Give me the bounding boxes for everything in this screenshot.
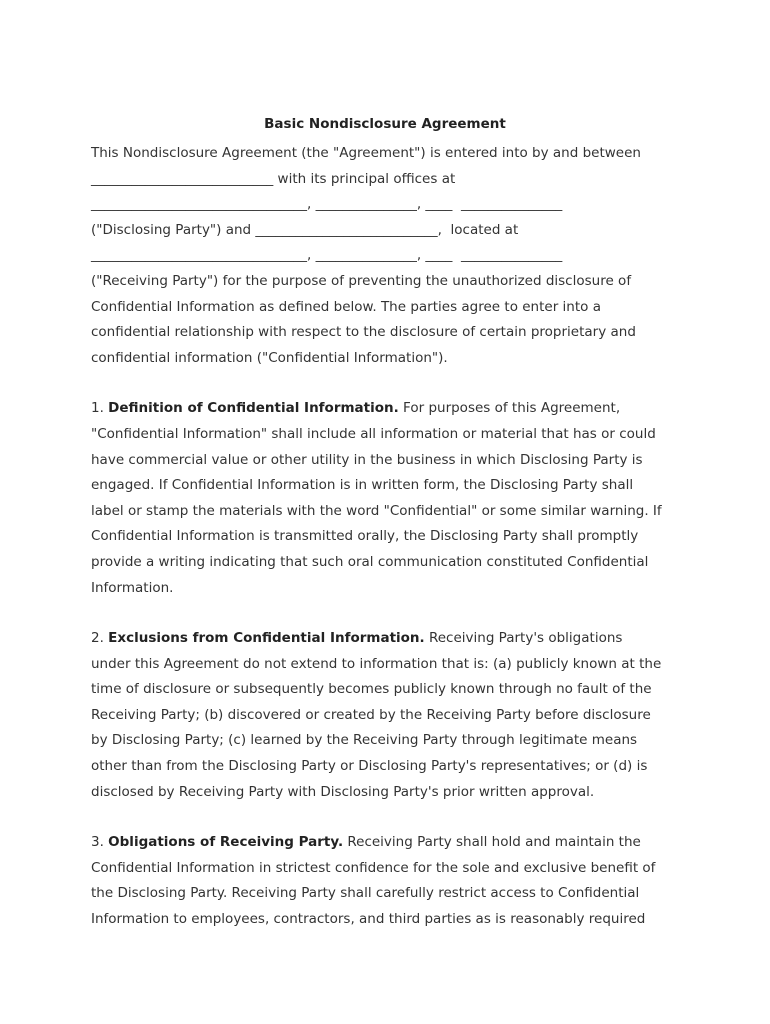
section-obligations (91, 830, 691, 932)
intro-line: ("Disclosing Party") and ___________________________, located at (91, 221, 519, 238)
section-number: 3. (91, 834, 109, 851)
intro-line: This Nondisclosure Agreement (the "Agreement") is entered into by and between (91, 145, 641, 161)
section-heading: Obligations of Receiving Party. (108, 834, 344, 851)
section-line: have commercial value or other utility in the business in which Disclosing Party is (91, 451, 643, 468)
section-definition (91, 396, 691, 601)
section-line: other than from the Disclosing Party or Disclosing Party's representatives; or (d) is (91, 758, 648, 775)
intro-line: confidential relationship with respect to the disclosure of certain proprietary and (91, 324, 636, 341)
section-text: Receiving Party's obligations (424, 630, 623, 647)
section-heading: Definition of Confidential Information. (108, 400, 399, 417)
section-number: 2. (91, 630, 109, 647)
intro-line: Confidential Information as defined below. The parties agree to enter into a (91, 298, 601, 315)
section-line: disclosed by Receiving Party with Disclosing Party's prior written approval. (91, 783, 595, 800)
intro-paragraph (91, 141, 691, 371)
section-number: 1. (91, 400, 109, 417)
intro-line: ("Receiving Party") for the purpose of preventing the unauthorized disclosure of (91, 272, 632, 289)
section-line: Information. (91, 579, 174, 596)
section-line: engaged. If Confidential Information is in written form, the Disclosing Party shall (91, 477, 634, 494)
section-line: the Disclosing Party. Receiving Party shall carefully restrict access to Confidential (91, 885, 640, 902)
section-line: Receiving Party; (b) discovered or created by the Receiving Party before disclosure (91, 706, 651, 723)
intro-line: ________________________________, _______________, ____ _______________ (91, 247, 563, 264)
section-heading: Exclusions from Confidential Information. (108, 630, 425, 647)
section-line: provide a writing indicating that such oral communication constituted Confidential (91, 553, 649, 570)
intro-line: confidential information ("Confidential Information"). (91, 349, 448, 366)
section-exclusions (91, 626, 691, 805)
document-body (91, 141, 691, 933)
section-line: label or stamp the materials with the word "Confidential" or some similar warning. If (91, 502, 662, 519)
section-line: Information to employees, contractors, and third parties as is reasonably required (91, 911, 646, 928)
intro-line: ___________________________ with its principal offices at (91, 170, 456, 187)
section-text: For purposes of this Agreement, (398, 400, 621, 417)
section-line: under this Agreement do not extend to information that is: (a) publicly known at the (91, 655, 662, 672)
section-line: time of disclosure or subsequently becomes publicly known through no fault of the (91, 681, 652, 698)
section-line: Confidential Information is transmitted orally, the Disclosing Party shall promptly (91, 528, 639, 545)
section-line: Confidential Information in strictest confidence for the sole and exclusive benefit of (91, 859, 656, 876)
document-title: Basic Nondisclosure Agreement (264, 116, 506, 132)
intro-line: ________________________________, _______________, ____ _______________ (91, 196, 563, 213)
section-line: by Disclosing Party; (c) learned by the Receiving Party through legitimate means (91, 732, 638, 749)
section-line: "Confidential Information" shall include all information or material that has or could (91, 425, 656, 442)
section-text: Receiving Party shall hold and maintain the (343, 834, 641, 851)
